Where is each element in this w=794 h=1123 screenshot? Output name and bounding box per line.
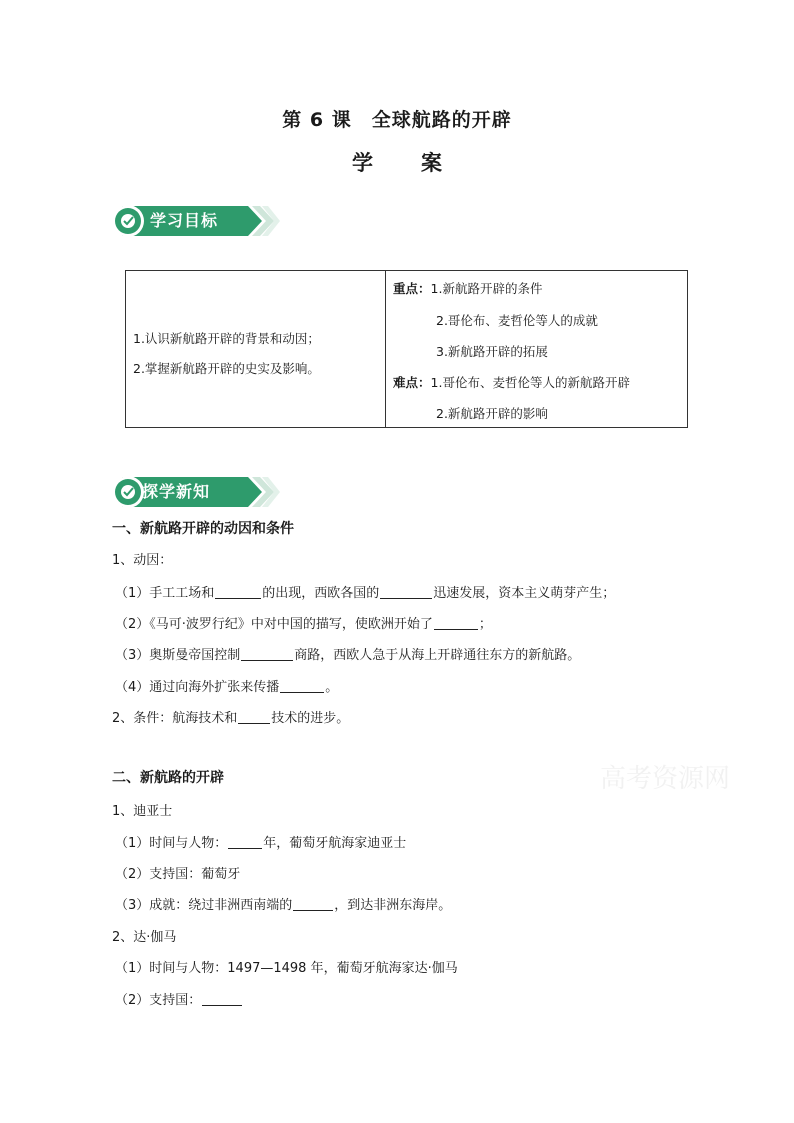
watermark: 高考资源网 [600, 764, 731, 794]
motive-1-a: （1）手工工场和 [115, 586, 215, 601]
motive-2-b: ； [478, 617, 492, 632]
section2-heading: 二、新航路的开辟 [112, 770, 224, 786]
motive-3 [115, 644, 580, 663]
motive-1 [115, 582, 615, 601]
motive-4-a: （4）通过向海外扩张来传播 [115, 680, 280, 695]
condition [112, 707, 349, 726]
key-label: 重点： [393, 281, 431, 296]
motive-4 [115, 676, 338, 695]
blank[interactable] [380, 586, 432, 599]
goals-banner-label: 学习目标 [150, 211, 219, 230]
dias-1-a: （1）时间与人物： [115, 836, 228, 851]
blank[interactable] [293, 898, 333, 911]
blank[interactable] [228, 836, 262, 849]
dias-2: （2）支持国：葡萄牙 [115, 867, 241, 882]
motive-2 [115, 613, 492, 632]
doc-subtitle [0, 147, 794, 177]
gama-1: （1）时间与人物：1497—1498 年，葡萄牙航海家达·伽马 [115, 961, 458, 976]
gama-2-a: （2）支持国： [115, 993, 202, 1008]
subtitle-char-1: 学 [352, 151, 373, 175]
gama-label: 2、达·伽马 [112, 930, 177, 945]
dias-1 [115, 832, 406, 851]
goals-banner [110, 201, 280, 241]
key-point-1 [393, 279, 542, 297]
dias-1-b: 年，葡萄牙航海家迪亚士 [263, 836, 407, 851]
dias-3-b: ，到达非洲东海岸。 [334, 898, 452, 913]
blank[interactable] [238, 711, 270, 724]
explore-banner-label: 探学新知 [142, 482, 211, 501]
subtitle-char-2: 案 [421, 151, 442, 175]
blank[interactable] [241, 648, 293, 661]
blank[interactable] [215, 586, 261, 599]
goal-line-1: 1.认识新航路开辟的背景和动因； [133, 331, 320, 346]
key-point-2: 2.哥伦布、麦哲伦等人的成就 [436, 313, 598, 328]
dias-3 [115, 894, 451, 913]
goal-line-2: 2.掌握新航路开辟的史实及影响。 [133, 361, 320, 376]
explore-banner [110, 472, 280, 512]
key-point-3: 3.新航路开辟的拓展 [436, 344, 548, 359]
condition-b: 技术的进步。 [271, 711, 350, 726]
difficulty-1-text: 1.哥伦布、麦哲伦等人的新航路开辟 [430, 375, 630, 390]
goals-cell [126, 271, 386, 428]
gama-2 [115, 989, 243, 1008]
condition-a: 2、条件：航海技术和 [112, 711, 238, 726]
motive-2-a: （2）《马可·波罗行纪》中对中国的描写，使欧洲开始了 [115, 617, 433, 632]
blank[interactable] [434, 617, 478, 630]
motive-1-c: 迅速发展，资本主义萌芽产生； [433, 586, 616, 601]
motive-3-b: 商路，西欧人急于从海上开辟通往东方的新航路。 [294, 648, 581, 663]
blank[interactable] [202, 993, 242, 1006]
motive-4-b: 。 [325, 680, 339, 695]
motive-label: 1、动因： [112, 553, 173, 568]
key-point-1-text: 1.新航路开辟的条件 [430, 281, 543, 296]
motive-3-a: （3）奥斯曼帝国控制 [115, 648, 241, 663]
section1-heading: 一、新航路开辟的动因和条件 [112, 521, 294, 537]
dias-label: 1、迪亚士 [112, 804, 173, 819]
blank[interactable] [280, 680, 324, 693]
difficulty-label: 难点： [393, 375, 431, 390]
lesson-title: 第 6 课 全球航路的开辟 [282, 109, 512, 131]
difficulty-2: 2.新航路开辟的影响 [436, 406, 548, 421]
dias-3-a: （3）成就：绕过非洲西南端的 [115, 898, 293, 913]
motive-1-b: 的出现，西欧各国的 [262, 586, 380, 601]
difficulty-1 [393, 373, 630, 391]
